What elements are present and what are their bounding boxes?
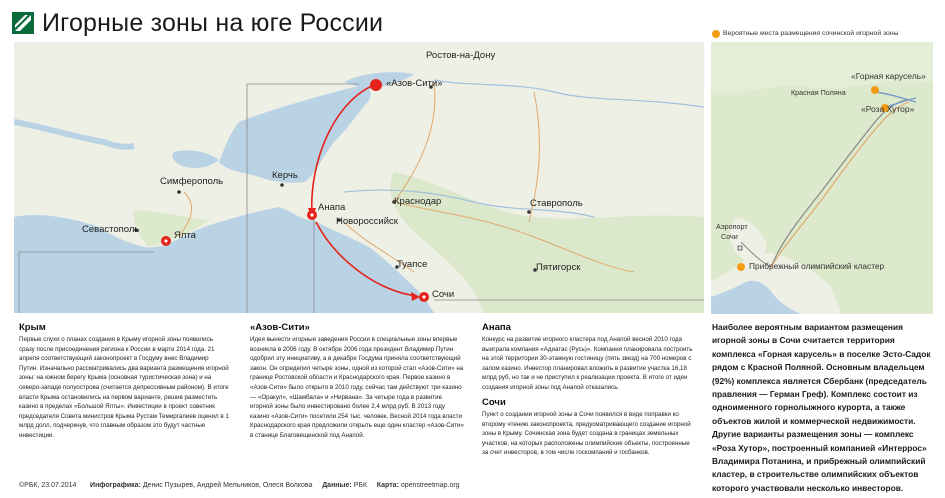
rbc-logo-icon [12,12,34,34]
azov-text: Идея вынести игорные заведения России в специальные зоны впервые возникла в 2006 году. В октябре 2006 года президент Владимир Путин одобрил эту инициативу, а в декабре Госдума приняла соответствующий закон. Он определил четыре зоны, одной из которой стал «Азов-Сити» на границе Ростовской области и Краснодарского края. Первое казино в «Азов-Сити» было открыто в 2010 году, сейчас там действуют три казино — «Оракул», «Шамбала» и «Нирвана». За четыре года в развитие игорной зоны было инвестировано более 2,4 млрд руб. В 2013 году казино «Азов-Сити» посетили 254 тыс. человек. Весной 2014 года власти Краснодарского края предложили открыть еще один кластер «Азов-Сити» в станице Благовещенской под Анапой. [250,336,464,439]
label-krasnaya-polyana: Красная Поляна [791,88,846,97]
label-tuapse: Туапсе [397,259,428,270]
marker-yalta[interactable] [161,236,171,246]
footer-data-label: Данные: [322,482,352,489]
marker-gornaya-karusel[interactable] [871,86,879,94]
label-simferopol: Симферополь [160,176,224,187]
label-sevastopol: Севастополь [82,224,140,235]
label-gornaya: «Горная карусель» [851,71,926,81]
label-krasnodar: Краснодар [394,196,442,207]
sochi-text: Пункт о создании игорной зоны в Сочи появился в виде поправки ко второму чтению законопроекта, предусматривающего создание игорной зоны в Крыму. Сочинская зона будет создана в границах земельных участков, на которых расположены олимпийские объекты, построенные за счет инвесторов, в том числе госкомпаний и госбанков. [482,411,691,457]
footer-copyright: ©РБК, 23.07.2014 [19,482,77,489]
label-novorossiysk: Новороссийск [336,216,398,227]
footer [19,482,460,489]
footer-infographics-label: Инфографика: [90,482,141,489]
label-anapa: Анапа [318,202,346,213]
main-map[interactable] [14,42,704,313]
main-map-graphics [14,42,704,313]
anapa-text: Конкурс на развитие игорного кластера под Анапой весной 2010 года выиграла компания «Адиатас (Русь)». Компания планировала построить на этой территории 30-этажную гостиницу (пять звезд) на 700 номеров с залом казино. Инвестор планировал вложить в развитие участка 16,18 млрд руб, но так и не приступил к реализации проекта. В итоге от идеи создания игорной зоны под Анапой отказались. [482,336,693,391]
legend-orange-marker-icon [712,30,720,38]
marker-coastal-cluster[interactable] [737,263,745,271]
airport-icon [737,245,743,251]
footer-infographics: Денис Пузырев, Андрей Мельников, Олеся Волкова [142,482,313,489]
azov-title: «Азов-Сити» [250,322,310,333]
label-pyatigorsk: Пятигорск [536,262,581,273]
inset-map[interactable] [711,42,933,314]
label-stavropol: Ставрополь [530,198,583,209]
inset-map-graphics [711,42,933,314]
label-coastal-cluster: Прибрежный олимпийский кластер [749,261,885,271]
crimea-title: Крым [19,322,46,333]
label-inset-sochi: Сочи [721,232,738,241]
label-yalta: Ялта [174,230,196,241]
sochi-title: Сочи [482,397,506,408]
label-rostov: Ростов-на-Дону [426,50,496,61]
label-roza-khutor: «Роза Хутор» [861,104,915,114]
marker-azov-city[interactable] [370,79,382,91]
label-airport: Аэропорт [716,222,748,231]
label-kerch: Керчь [272,170,298,181]
inset-legend: Вероятные места размещения сочинской игорной зоны [723,30,899,37]
dot-stavropol [527,210,531,214]
dot-kerch [280,183,284,187]
footer-map: openstreetmap.org [400,482,460,489]
label-sochi: Сочи [432,289,455,300]
sochi-details-text: Наиболее вероятным вариантом размещения игорной зоны в Сочи считается территория комплекса «Горная карусель» в поселке Эсто-Садок рядом с Красной Поляной. Основным владельцем (92%) комплекса является Сбербанк (председатель правления — Герман Греф). Комплекс состоит из одноименного горнолыжного курорта, а также объектов жилой и коммерческой недвижимости. Другие варианты размещения зоны — комплекс «Роза Хутор», построенный компанией «Интеррос» Владимира Потанина, и прибрежный олимпийский кластер, в строительстве олимпийских объектов которого участвовали несколько инвесторов. [712,322,931,493]
footer-data: РБК [353,482,368,489]
marker-anapa[interactable] [307,210,317,220]
footer-map-label: Карта: [376,482,399,489]
marker-sochi[interactable] [419,292,429,302]
anapa-title: Анапа [482,322,511,333]
page-title: Игорные зоны на юге России [42,9,384,37]
label-azov-city: «Азов-Сити» [386,78,443,89]
dot-simferopol [177,190,181,194]
crimea-text: Первые слухи о планах создания в Крыму игорной зоны появились сразу после присоединения региона к России в марте 2014 года. 21 апреля соответствующий законопроект в Госдуму внес Владимир Путин. Изначально рассматривались два варианта размещения игорной зоны: на южном берегу Крыма (основная туристическая зона) и на северо-западе полуострова (считается депрессивным районом). В итоге власти Крыма остановились на первом варианте, решив разместить казино в пределах «Большой Ялты». Инвестиции в проект советник председателя Совета министров Крыма Рустам Темиргалиев оценил в 1 млрд долл, подчеркнув, что главным образом это будут частные инвестиции. [19,336,229,439]
